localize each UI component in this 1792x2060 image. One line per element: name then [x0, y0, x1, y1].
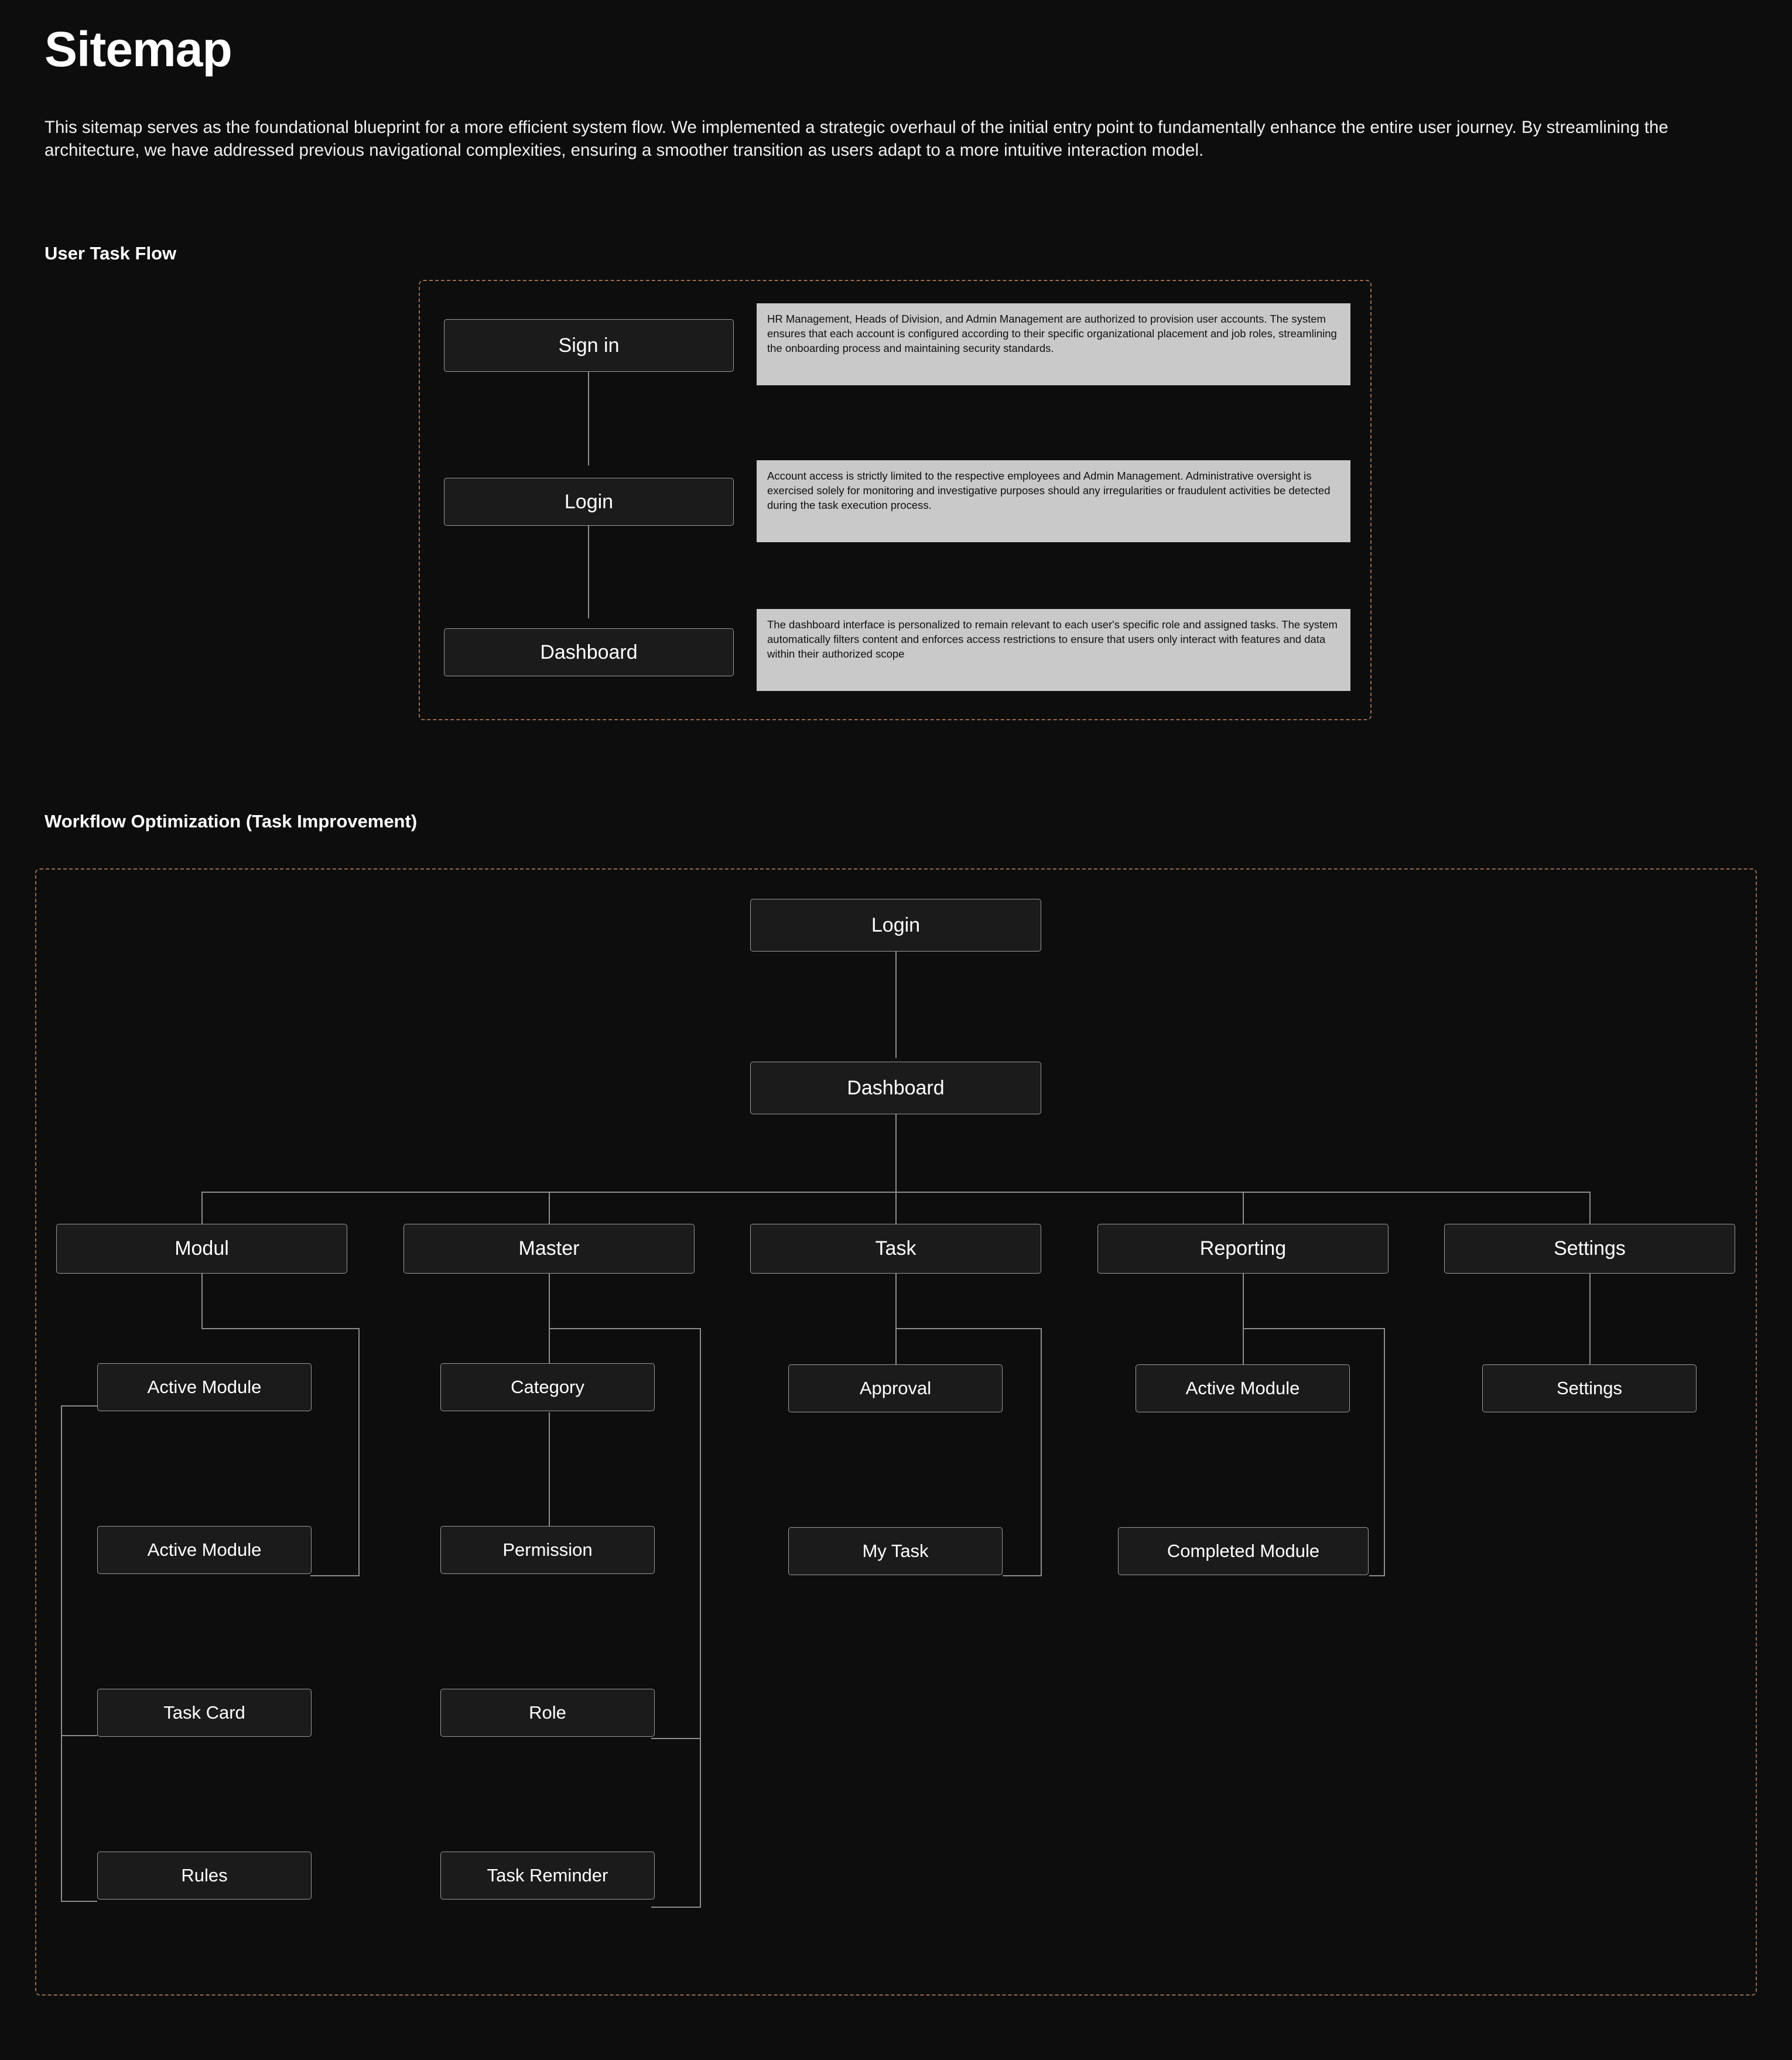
page-title: Sitemap [45, 22, 232, 77]
connector-login-dashboard [588, 523, 589, 618]
connector-master-drop [549, 1274, 550, 1329]
connector-reporting-to-active [1243, 1328, 1244, 1364]
connector-task-to-approval [895, 1328, 897, 1364]
workflow-node-label: Reporting [1199, 1237, 1287, 1260]
connector-settings-drop [1589, 1274, 1591, 1364]
workflow-node-master-permission[interactable] [440, 1526, 655, 1574]
flow-node-dashboard[interactable] [444, 628, 734, 676]
workflow-node-label: Active Module [1185, 1378, 1300, 1398]
workflow-node-dashboard[interactable] [750, 1062, 1041, 1114]
workflow-node-label: Modul [175, 1237, 229, 1260]
connector-master-category-permission [549, 1412, 550, 1526]
workflow-node-master-task-reminder[interactable] [440, 1852, 655, 1900]
connector-dashboard-bus [895, 1114, 897, 1192]
connector-task-right-down [1041, 1328, 1042, 1576]
workflow-node-label: Active Module [147, 1377, 262, 1397]
workflow-node-label: Task [875, 1237, 916, 1260]
flow-note-dashboard: The dashboard interface is personalized to remain relevant to each user's specific role and assigned tasks. The system automatically filters content and enforces access restrictions to ensure that users only interact with features and data within their authorized scope [757, 609, 1350, 691]
workflow-branch-master[interactable] [403, 1224, 695, 1274]
connector-modul-left-top [61, 1405, 97, 1407]
connector-modul-left-rail [61, 1405, 62, 1902]
workflow-node-label: Active Module [147, 1539, 262, 1560]
connector-modul-drop [201, 1274, 203, 1329]
connector-reporting-right-down [1384, 1328, 1385, 1576]
connector-master-to-category [549, 1328, 550, 1364]
connector-task-drop [895, 1274, 897, 1329]
connector-master-to-task-reminder [651, 1907, 701, 1908]
workflow-node-label: Task Card [163, 1702, 245, 1723]
workflow-node-modul-active-module-1[interactable] [97, 1363, 312, 1411]
workflow-node-task-approval[interactable] [788, 1364, 1003, 1412]
connector-bus-to-settings [1589, 1192, 1591, 1224]
flow-node-login[interactable] [444, 478, 734, 526]
connector-bus-to-reporting [1243, 1192, 1244, 1224]
workflow-node-task-my-task[interactable] [788, 1527, 1003, 1575]
workflow-node-modul-active-module-2[interactable] [97, 1526, 312, 1574]
flow-node-sign-in[interactable] [444, 319, 734, 372]
connector-reporting-to-completed [1369, 1575, 1385, 1576]
connector-modul-to-task-card [61, 1735, 97, 1736]
workflow-node-label: Completed Module [1167, 1541, 1320, 1561]
workflow-node-label: Login [871, 913, 921, 936]
workflow-node-label: My Task [862, 1541, 929, 1561]
connector-modul-to-active2 [310, 1575, 360, 1576]
connector-reporting-drop [1243, 1274, 1244, 1329]
connector-master-right-bus [549, 1328, 701, 1329]
section-label-user-task-flow: User Task Flow [45, 243, 177, 264]
page-description: This sitemap serves as the foundational blueprint for a more efficient system flow. We implemented a strategic overhaul of the initial entry point to fundamentally enhance the entire user journey. By streamlining the architecture, we have addressed previous navigational complexities, ensuring a smoother transition as users adapt to a more intuitive interaction model. [45, 118, 1668, 160]
connector-signin-login [588, 372, 589, 466]
section-label-workflow-optimization: Workflow Optimization (Task Improvement) [45, 811, 418, 831]
connector-master-right-down [700, 1328, 701, 1908]
connector-bus-to-task [895, 1192, 897, 1224]
workflow-node-reporting-active-module[interactable] [1136, 1364, 1350, 1412]
connector-master-to-role [651, 1738, 701, 1739]
workflow-node-label: Role [529, 1702, 566, 1723]
workflow-node-modul-task-card[interactable] [97, 1689, 312, 1737]
workflow-node-settings-settings[interactable] [1482, 1364, 1697, 1412]
connector-bus-to-master [549, 1192, 550, 1224]
workflow-node-label: Permission [502, 1539, 593, 1560]
connector-modul-right-down [358, 1328, 360, 1576]
workflow-node-label: Approval [859, 1378, 932, 1398]
connector-bus-to-modul [201, 1192, 203, 1224]
workflow-node-login[interactable] [750, 899, 1041, 952]
connector-modul-right-bus [201, 1328, 360, 1329]
workflow-node-label: Settings [1554, 1237, 1626, 1260]
workflow-branch-modul[interactable] [56, 1224, 347, 1274]
workflow-node-reporting-completed-module[interactable] [1118, 1527, 1369, 1575]
connector-task-to-my-task [1003, 1575, 1042, 1576]
workflow-node-master-role[interactable] [440, 1689, 655, 1737]
workflow-node-master-category[interactable] [440, 1363, 655, 1411]
workflow-node-label: Settings [1556, 1378, 1622, 1398]
connector-task-right-bus [895, 1328, 1042, 1329]
flow-node-label: Login [564, 490, 614, 513]
workflow-node-modul-rules[interactable] [97, 1852, 312, 1900]
flow-note-sign-in: HR Management, Heads of Division, and Admin Management are authorized to provision user accounts. The system ensures that each account is configured according to their specific organizational placement and job roles, streamlining the onboarding process and maintaining security standards. [757, 303, 1350, 385]
workflow-node-label: Task Reminder [487, 1865, 608, 1886]
workflow-node-label: Rules [181, 1865, 228, 1886]
workflow-branch-task[interactable] [750, 1224, 1041, 1274]
workflow-node-label: Master [518, 1237, 580, 1260]
workflow-node-label: Category [511, 1377, 584, 1397]
connector-reporting-right-bus [1243, 1328, 1385, 1329]
connector-login-dashboard-2 [895, 952, 897, 1058]
workflow-branch-settings[interactable] [1444, 1224, 1735, 1274]
flow-note-login: Account access is strictly limited to the respective employees and Admin Management. Administrative oversight is exercised solely for monitoring and investigative purposes should any irregularities or fraudulent activities be detected during the task execution process. [757, 460, 1350, 542]
connector-modul-to-rules [61, 1901, 97, 1902]
flow-node-label: Sign in [558, 334, 620, 357]
workflow-node-label: Dashboard [847, 1076, 945, 1099]
flow-node-label: Dashboard [540, 641, 638, 663]
workflow-branch-reporting[interactable] [1097, 1224, 1389, 1274]
